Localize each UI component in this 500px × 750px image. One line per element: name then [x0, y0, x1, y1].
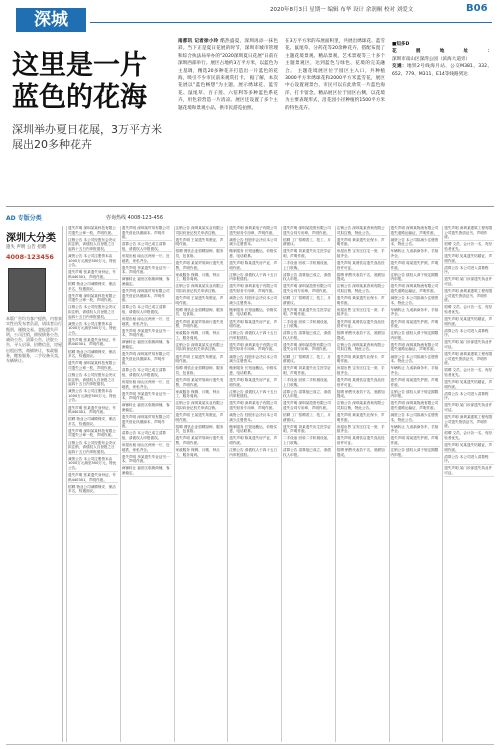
classified-ad: 注销公告 债权人请于规定期限内申报。: [390, 448, 439, 457]
classified-ad: 注销公告 债权人请于规定期限内申报。: [390, 272, 439, 282]
classified-ad: 注销公告 本公司经股东会决议拟注销，请债权人自登报之日起四十五日内申报债权。: [68, 237, 116, 251]
transit-value: 地铁2号线海月站、公交M381、332、652、779、M311、E14等线路到达: [392, 64, 492, 77]
classified-ad: 房屋出租 南山区两房一厅，近地铁，家私齐全。: [121, 380, 170, 389]
classified-ad-grid: [66, 226, 494, 742]
classified-ad: 注销公告 深圳某某咨询有限公司拟注销，特此公告。: [336, 284, 385, 294]
classified-ad: 商铺转让 福田区临街商铺，客流稳定。: [121, 340, 170, 349]
classified-ad: 房屋出售 宝安区住宅一套，手续齐全。: [336, 424, 385, 434]
classified-ad: 遗失声明 深圳某物流有限公司遗失道路运输证，声明作废。: [390, 284, 439, 294]
classified-ad: 招聘 文员、会计各一名，有经验者优先。: [444, 368, 493, 377]
classified-ad: 遗失声明 张某遗失身份证，号码440301，声明作废。: [68, 270, 116, 279]
classified-ad: 招聘 文员、会计各一名，有经验者优先。: [444, 305, 493, 314]
classified-ad: 遗失声明 某餐饮店遗失食品经营许可证。: [336, 319, 385, 329]
classified-ad: 遗失声明 王某遗失驾驶证，声明作废。: [175, 237, 224, 247]
classified-ad: 招聘 餐饮企业招聘厨师、服务员，包食宿。: [175, 249, 224, 258]
classified-ad: 减资公告 本公司拟减少注册资本，特此公告。: [390, 413, 439, 422]
classified-ad: 遗失声明 刘某遗失出生医学证明，声明作废。: [283, 366, 331, 375]
classified-ad: 二手设备 回收二手机械设备，上门收购。: [283, 436, 331, 445]
classified-ad: 减资公告 本公司注册资本由1000万元减至500万元，特此公告。: [68, 456, 117, 471]
classified-ad: 遗失声明 深圳某投资有限公司遗失合同专用章，声明作废。: [283, 284, 331, 294]
classified-ad: 招聘 文员、会计各一名，有经验者优先。: [444, 431, 493, 440]
classified-ad: 遗失声明 吴某遗失结婚证，声明作废。: [444, 317, 493, 326]
classified-ad: 遗失声明 黄某遗失社保卡，声明作废。: [336, 413, 385, 422]
address-label: 花展地址：: [392, 49, 492, 55]
page-header: [0, 0, 500, 40]
classified-ad: 家政服务 保姆、月嫂、钟点工，服务周到。: [176, 448, 226, 458]
classified-ad: 清算公告 清算组已成立，请债权人申报。: [283, 272, 331, 282]
classified-ad: 遗失声明 陈某遗失房产证，声明作废。: [229, 319, 278, 329]
classified-ad: 遗失声明 某某贸易商行遗失发票，声明作废。: [175, 436, 224, 445]
classified-ad: 遗失声明 某某贸易商行遗失发票，声明作废。: [175, 319, 224, 329]
classified-ad: 招聘 餐饮企业招聘厨师、服务员，包食宿。: [175, 307, 224, 317]
headline: [12, 50, 172, 114]
address-value: 深圳市南山区深湾公园（滨海大道旁）: [392, 56, 471, 62]
classified-ad: 清算公告 本公司已成立清算组，请债权人申报债权。: [122, 368, 172, 378]
classified-ad: 注销公告 深圳某某咨询有限公司拟注销，特此公告。: [336, 401, 385, 410]
classified-ad: 遗失声明 黄某遗失社保卡，声明作废。: [336, 237, 385, 247]
classified-ad: 注销公告 深圳某某实业有限公司拟向登记机关申请注销。: [175, 284, 224, 294]
classified-ad: 遗失声明 张某遗失身份证，号码440301，声明作废。: [68, 473, 116, 482]
classified-ad: 遗失声明 深圳某物流有限公司遗失道路运输证，声明作废。: [390, 342, 439, 352]
header-meta: 2020年8月3日 星期一 编辑 布华 设计 余润桐 校对 刘爱文: [270, 7, 414, 13]
byline: 南都讯 记者徐小玲: [178, 39, 219, 44]
classified-ad: 车辆转让 九成新商务车，手续齐全。: [390, 424, 439, 434]
classified-ad: 注销公告 本公司经股东会决议拟注销，请债权人自登报之日起四十五日内申报债权。: [68, 305, 116, 319]
classified-ad: 遗失声明 刘某遗失出生医学证明，声明作废。: [283, 307, 331, 317]
classified-ad: 减资公告 本公司拟减少注册资本，特此公告。: [390, 354, 439, 364]
classified-ad: 车辆转让 九成新商务车，手续齐全。: [390, 249, 439, 258]
classified-ad: 遗失声明 某某贸易商行遗失发票，声明作废。: [175, 261, 224, 270]
classified-ad: 减资公告 本公司注册资本由1000万元减至500万元，特此公告。: [68, 321, 117, 335]
article-column-3: [392, 38, 492, 188]
classified-column: [120, 226, 172, 742]
classified-ad: 注销公告 本公司经股东会决议拟注销，请债权人自登报之日起四十五日内申报债权。: [68, 440, 116, 454]
classified-ad: 遗失声明 深圳某电子有限公司遗失财务专用章，声明作废。: [229, 226, 278, 235]
classified-ad: 清算公告 本公司进入清算程序。: [444, 266, 494, 276]
article-column-1: [178, 38, 278, 188]
classified-ad: 招聘 工厂招聘普工、技工，月薪面议。: [283, 237, 331, 247]
classified-ad: 减资公告 经股东会决议本公司减少注册资本。: [229, 296, 278, 305]
info-transit: [392, 63, 492, 78]
classified-ad: 遗失声明 吴某遗失结婚证，声明作废。: [444, 443, 493, 452]
classified-ad: 商铺转让 福田区临街商铺，客流稳定。: [121, 403, 170, 412]
classified-title: 深圳大分类: [6, 233, 56, 244]
classified-ad: 遗失声明 陈某遗失房产证，声明作废。: [229, 261, 278, 270]
classified-ad: 遗失声明 某餐饮店遗失食品经营许可证。: [336, 377, 385, 387]
classified-ad: 注销公告 请债权人于四十五日内申报债权。: [229, 389, 278, 399]
classified-ad: 注销公告 深圳某某实业有限公司拟向登记机关申请注销。: [175, 342, 224, 352]
classified-ad: 二手设备 回收二手机械设备，上门收购。: [283, 377, 331, 387]
classified-ad: 遗失声明 某门诊部遗失执业许可证。: [444, 403, 493, 412]
classified-ad: 清算公告 本公司进入清算程序。: [444, 455, 494, 465]
classified-ad: 招聘 餐饮企业招聘厨师、服务员，包食宿。: [175, 366, 224, 375]
classified-ad: 家政服务 保姆、月嫂、钟点工，服务周到。: [176, 331, 226, 341]
classified-ad: 遗失声明 某餐饮店遗失食品经营许可证。: [336, 436, 385, 445]
classified-ad: 遗失声明 李某遗失毕业证书一本，声明作废。: [121, 265, 170, 275]
classified-header: [6, 212, 494, 226]
classified-ad: 遗失声明 某餐饮店遗失食品经营许可证。: [336, 261, 385, 270]
classified-ad: 遗失声明 深圳某贸易有限公司遗失营业执照副本，声明作废。: [121, 352, 170, 366]
classified-ad: 遗失声明 刘某遗失出生医学证明，声明作废。: [283, 249, 331, 258]
classified-ad: 清算公告 清算组已成立，请债权人申报。: [283, 389, 331, 399]
article-column-2: [285, 38, 385, 188]
classified-ad: 清算公告 本公司已成立清算组，请债权人申报债权。: [122, 431, 172, 441]
classified-ad: 招聘 物业公司诚聘保安、保洁多名，待遇面议。: [68, 417, 116, 426]
classified-ad: 遗失声明 某某贸易商行遗失发票，声明作废。: [175, 377, 224, 387]
article-paragraph-4: 主题花境展区位于园区主入口，共种植3000平方米绣球花和2000平方米蓝雪花，展区中心设置观景台，市民可以在此欣赏一片蓝色海洋，打卡留念。精品展区位于园区右侧，以花境为主要表现形式，沿花园小径种植约1500平方米的特色花卉。: [285, 68, 385, 111]
contact-photo: [8, 268, 46, 312]
classified-ad: 注销公告 债权人请于规定期限内申报。: [390, 331, 439, 340]
headline-line-1: 这里是一片: [12, 50, 147, 81]
classified-column: [227, 226, 279, 742]
classified-ad: 注销公告 深圳某某实业有限公司拟向登记机关申请注销。: [175, 401, 224, 410]
page-number: B06: [466, 3, 488, 14]
classified-ad: 清算公告 本公司已成立清算组，请债权人申报债权。: [122, 242, 172, 252]
classified-subtitle: 遗失 声明 公告 招聘: [6, 245, 47, 250]
classified-ad: 遗失声明 李某遗失毕业证书一本，声明作废。: [121, 328, 170, 338]
classified-ad: 招聘 工厂招聘普工、技工，月薪面议。: [283, 354, 331, 364]
classified-ad: 遗失声明 张某遗失身份证，号码440301，声明作废。: [68, 337, 116, 347]
classified-ad: 遗失声明 深圳某贸易有限公司遗失营业执照副本，声明作废。: [121, 226, 170, 240]
classified-ad: 清算公告 本公司进入清算程序。: [444, 329, 494, 339]
classified-ad: 房屋出售 宝安区住宅一套，手续齐全。: [336, 249, 385, 258]
sidebar-notice: 本版广告均为客户提供，内容真实性由发布者负责，请读者自行甄别，谨慎交易。登报遗失声明，公司注销，债权债务公告，减资公告，清算公告，法院公告，寻人启事，招聘信息，房屋出租出售，商铺转让，家政服务，搬家服务，二手设备买卖，车辆转让。: [6, 316, 62, 364]
classified-ad: 遗失声明 深圳某电子有限公司遗失财务专用章，声明作废。: [229, 401, 278, 410]
classified-ad: 招聘 工厂招聘普工、技工，月薪面议。: [283, 413, 331, 422]
classified-ad: 减资公告 经股东会决议本公司减少注册资本。: [229, 237, 278, 247]
classified-ad: 遗失声明 王某遗失驾驶证，声明作废。: [175, 296, 224, 305]
classified-column: [389, 226, 441, 742]
classified-ad: 商铺转让 福田区临街商铺，客流稳定。: [121, 277, 170, 286]
classified-ad: 二手设备 回收二手机械设备，上门收购。: [283, 319, 331, 329]
classified-ad: 招聘 文员、会计各一名，有经验者优先。: [444, 242, 493, 251]
article-paragraph-3: 在3万平方米的布展面积里，共展出绣球花、蓝雪花、鼠尾草、分药花等20余种花卉，搭配布置了主题花境景观、精品景观、艺术景观等三十多个主题景观区，达到蓝色与绿色、花境的完美融合。: [285, 39, 385, 74]
classified-ad: 搬家服务 长短途搬运，价格实惠，电话联系。: [229, 307, 278, 317]
classified-ad: 遗失声明 深圳某投资有限公司遗失合同专用章，声明作废。: [283, 401, 331, 410]
classified-ad: 遗失声明 深圳某建筑工程有限公司遗失资质证书，声明作废。: [444, 352, 493, 366]
classified-ad: 遗失声明 深圳某物流有限公司遗失道路运输证，声明作废。: [390, 401, 439, 410]
classified-ad: 遗失声明 王某遗失驾驶证，声明作废。: [175, 354, 224, 364]
classified-sidebar: [6, 226, 63, 742]
classified-ad: 遗失声明 深圳某某科技有限公司遗失公章一枚，声明作废。: [68, 361, 116, 370]
classified-ad: 清算公告 清算组已成立，请债权人申报。: [283, 331, 331, 340]
classified-ad: 遗失声明 某门诊部遗失执业许可证。: [444, 277, 493, 286]
info-box-heading: ■知多D: [392, 42, 410, 47]
classified-ad: 遗失声明 深圳某某科技有限公司遗失公章一枚，声明作废。: [68, 428, 116, 438]
classified-ad: 减资公告 本公司拟减少注册资本，特此公告。: [390, 237, 439, 247]
classified-ad: 遗失声明 周某遗失护照，声明作废。: [390, 436, 439, 445]
classified-ad: 家政服务 保姆、月嫂、钟点工，服务周到。: [176, 390, 226, 400]
classified-column: [281, 226, 333, 742]
classified-ad: 房屋出售 宝安区住宅一套，手续齐全。: [336, 307, 385, 317]
classified-ad: 遗失声明 李某遗失毕业证书一本，声明作废。: [121, 391, 170, 401]
classified-ad: 注销公告 债权人请于规定期限内申报。: [390, 389, 439, 399]
classified-ad: 遗失声明 深圳某物流有限公司遗失道路运输证，声明作废。: [390, 226, 439, 235]
footer-rule: [6, 744, 494, 745]
classified-ad: 注销公告 请债权人于四十五日内申报债权。: [229, 331, 278, 340]
classified-ad: 减资公告 本公司注册资本由1000万元减至500万元，特此公告。: [68, 389, 117, 403]
classified-ad: 遗失声明 李某遗失毕业证书一本，声明作废。: [121, 454, 170, 464]
classified-ad: 注销公告 深圳某某咨询有限公司拟注销，特此公告。: [336, 342, 385, 352]
classified-ad: 房屋出租 南山区两房一厅，近地铁，家私齐全。: [121, 253, 170, 263]
classified-ad: 遗失声明 深圳某某科技有限公司遗失公章一枚，声明作废。: [68, 293, 116, 303]
classified-ad: 招聘 工厂招聘普工、技工，月薪面议。: [283, 296, 331, 305]
classified-ad: 减资公告 本公司拟减少注册资本，特此公告。: [390, 296, 439, 305]
classified-ad: 房屋出租 南山区两房一厅，近地铁，家私齐全。: [121, 443, 170, 452]
transit-label: 交通：: [392, 64, 407, 70]
classified-ad: 遗失声明 陈某遗失房产证，声明作废。: [229, 436, 278, 445]
classified-ad: 招聘 物业公司诚聘保安、保洁多名，待遇面议。: [68, 484, 116, 494]
classified-section: [6, 212, 494, 742]
classified-ad: 搬家服务 长短途搬运，价格实惠，电话联系。: [229, 366, 278, 375]
info-address: [392, 48, 492, 63]
classified-ad: 遗失声明 吴某遗失结婚证，声明作废。: [444, 253, 493, 263]
classified-ad: 遗失声明 张某遗失身份证，号码440301，声明作废。: [68, 405, 116, 415]
classified-ad: 遗失声明 周某遗失护照，声明作废。: [390, 319, 439, 329]
article-paragraph-1: 酷热盛夏，深圳再添一抹色彩。当下正是夏日花展的时节，深圳市城市管理和综合执法局举办的"2020深圳夏日花展"日前在深圳西部举行。展区占地约3万平方米，以蓝色为主基调，精选20多种花卉打造出一片蓝色的花海，吸引不少市民前来观赏打卡。: [178, 39, 278, 82]
classified-ad: 注销公告 请债权人于四十五日内申报债权。: [229, 272, 278, 282]
classified-ad: 遗失声明 深圳某投资有限公司遗失合同专用章，声明作废。: [283, 342, 331, 352]
classified-ad: 招聘 餐饮企业招聘厨师、服务员，包食宿。: [175, 424, 224, 434]
classified-ad: 遗失声明 王某遗失驾驶证，声明作废。: [175, 413, 224, 422]
classified-ad: 遗失声明 周某遗失护照，声明作废。: [390, 261, 439, 270]
section-divider: [6, 206, 494, 207]
classified-ad: 家政服务 保姆、月嫂、钟点工，服务周到。: [176, 273, 226, 283]
classified-ad: 注销公告 深圳某某实业有限公司拟向登记机关申请注销。: [175, 226, 224, 235]
classified-ad: 减资公告 经股东会决议本公司减少注册资本。: [229, 413, 278, 422]
classified-ad: 车辆转让 九成新商务车，手续齐全。: [390, 366, 439, 375]
classified-ad: 搬家服务 长短途搬运，价格实惠，电话联系。: [229, 424, 278, 434]
classified-ad: 遗失声明 深圳某建筑工程有限公司遗失资质证书，声明作废。: [444, 226, 493, 240]
classified-phone: 咨询热线 4008-123-456: [106, 215, 164, 221]
classified-ad: 遗失声明 黄某遗失社保卡，声明作废。: [336, 296, 385, 305]
classified-logo: AD 专版分类: [6, 215, 42, 222]
classified-column: [335, 226, 387, 742]
classified-ad: 遗失声明 黄某遗失社保卡，声明作废。: [336, 354, 385, 364]
classified-ad: 遗失声明 某门诊部遗失执业许可证。: [444, 466, 493, 476]
section-tag: 深城: [16, 8, 86, 32]
classified-ad: 遗失声明 刘某遗失出生医学证明，声明作废。: [283, 424, 331, 434]
classified-ad: 招聘 销售代表若干名，底薪加提成。: [336, 389, 385, 399]
classified-ad: 减资公告 本公司注册资本由1000万元减至500万元，特此公告。: [68, 253, 117, 268]
classified-ad: 招聘 销售代表若干名，底薪加提成。: [336, 331, 385, 340]
classified-ad: 清算公告 清算组已成立，请债权人申报。: [283, 448, 331, 457]
classified-column: [442, 226, 494, 742]
classified-ad: 遗失声明 深圳某贸易有限公司遗失营业执照副本，声明作废。: [121, 289, 170, 303]
classified-ad: 遗失声明 深圳某贸易有限公司遗失营业执照副本，声明作废。: [121, 415, 170, 429]
classified-ad: 遗失声明 深圳某某科技有限公司遗失公章一枚，声明作废。: [68, 226, 116, 235]
classified-ad: 搬家服务 长短途搬运，价格实惠，电话联系。: [229, 249, 278, 258]
classified-ad: 遗失声明 深圳某建筑工程有限公司遗失资质证书，声明作废。: [444, 289, 493, 303]
classified-ad: 房屋出租 南山区两房一厅，近地铁，家私齐全。: [121, 317, 170, 326]
classified-ad: 遗失声明 深圳某建筑工程有限公司遗失资质证书，声明作废。: [444, 415, 493, 429]
classified-ad: 遗失声明 陈某遗失房产证，声明作废。: [229, 377, 278, 387]
classified-ad: 招聘 销售代表若干名，底薪加提成。: [336, 272, 385, 282]
classified-ad: 遗失声明 吴某遗失结婚证，声明作废。: [444, 380, 493, 389]
classified-ad: 清算公告 本公司进入清算程序。: [444, 392, 494, 402]
classified-ad: 二手设备 回收二手机械设备，上门收购。: [283, 261, 331, 270]
classified-ad: 清算公告 本公司已成立清算组，请债权人申报债权。: [122, 305, 172, 315]
header-rule: [90, 22, 492, 23]
classified-ad: 房屋出售 宝安区住宅一套，手续齐全。: [336, 366, 385, 375]
classified-ad: 商铺转让 福田区临街商铺，客流稳定。: [121, 466, 170, 476]
classified-ad: 注销公告 请债权人于四十五日内申报债权。: [229, 448, 278, 457]
classified-ad: 注销公告 本公司经股东会决议拟注销，请债权人自登报之日起四十五日内申报债权。: [68, 372, 116, 387]
classified-hotline: 4008-123456: [6, 253, 54, 261]
classified-ad: 招聘 销售代表若干名，底薪加提成。: [336, 448, 385, 457]
classified-ad: 遗失声明 深圳某投资有限公司遗失合同专用章，声明作废。: [283, 226, 331, 235]
headline-line-2: 蓝色的花海: [12, 82, 147, 113]
classified-ad: 遗失声明 深圳某电子有限公司遗失财务专用章，声明作废。: [229, 284, 278, 294]
classified-ad: 注销公告 深圳某某咨询有限公司拟注销，特此公告。: [336, 226, 385, 235]
subhead: 深圳举办夏日花展，3万平方米展出20多种花卉: [12, 123, 162, 151]
classified-column: [174, 226, 226, 742]
classified-ad: 招聘 物业公司诚聘保安、保洁多名，待遇面议。: [68, 349, 116, 359]
classified-ad: 遗失声明 深圳某电子有限公司遗失财务专用章，声明作废。: [229, 342, 278, 352]
classified-ad: 遗失声明 周某遗失护照，声明作废。: [390, 377, 439, 387]
classified-ad: 招聘 物业公司诚聘保安、保洁多名，待遇面议。: [68, 281, 116, 291]
classified-column: [66, 226, 118, 742]
classified-ad: 遗失声明 某门诊部遗失执业许可证。: [444, 340, 493, 349]
article-paragraph-2: 据了解，本次花展以"蓝色畅想"为主题，展示绣球花、蓝雪花、鼠尾草、百子莲、六倍利等多种蓝色系花卉，用色彩营造一片清凉。展区还设置了多个主题花境和景观小品，供市民游览拍照。: [178, 76, 278, 111]
classified-ad: 减资公告 经股东会决议本公司减少注册资本。: [229, 354, 278, 364]
classified-ad: 车辆转让 九成新商务车，手续齐全。: [390, 307, 439, 317]
